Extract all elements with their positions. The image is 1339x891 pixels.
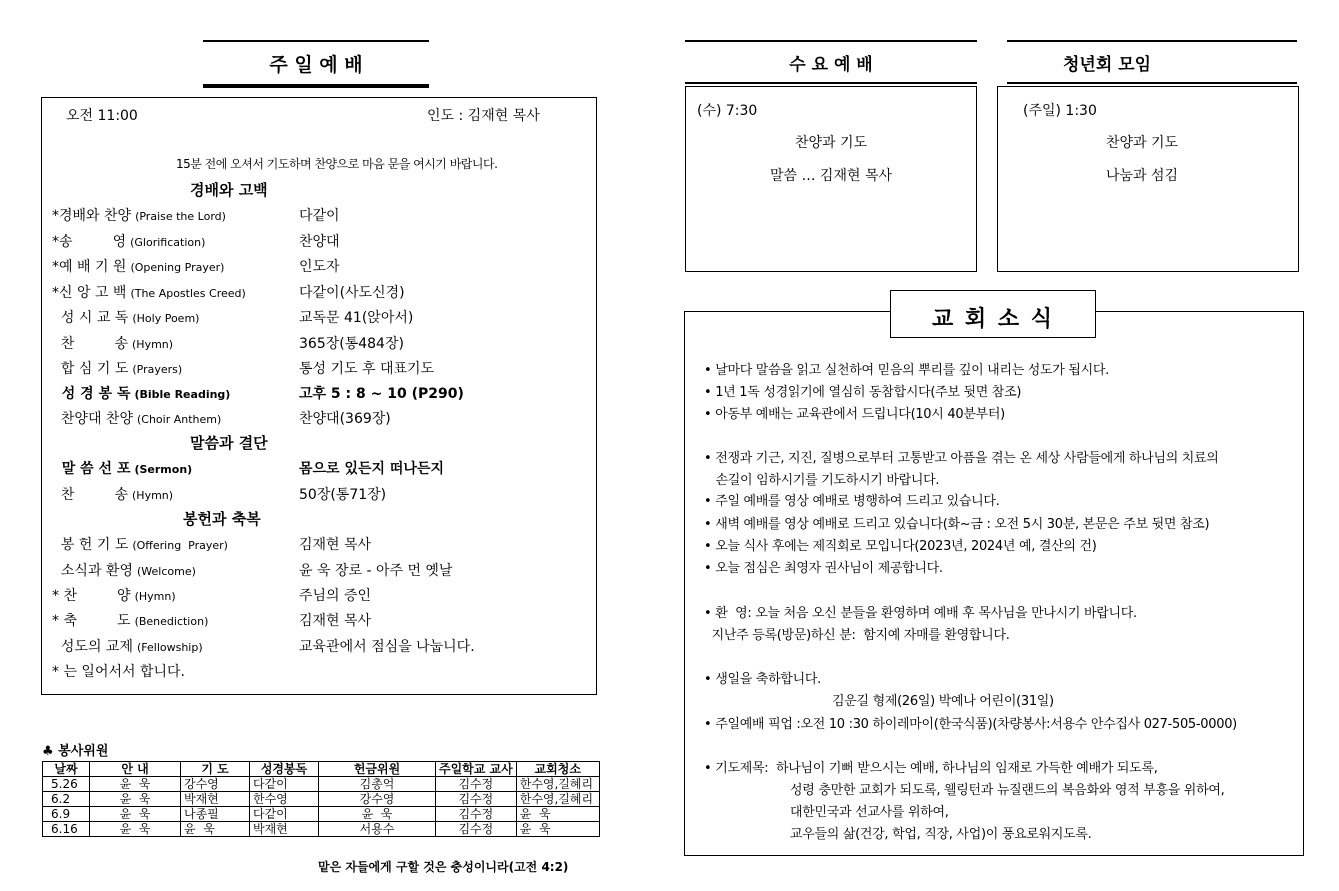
news-item: 지난주 등록(방문)하신 분: 함지예 자매를 환영합니다.	[704, 628, 1010, 643]
order-item-korean: 성도의 교제	[52, 639, 133, 655]
volunteers-cell: 다같이	[250, 807, 319, 822]
order-item-label	[52, 333, 173, 353]
news-item: • 날마다 말씀을 읽고 실천하여 믿음의 뿌리를 깊이 내리는 성도가 됩시다.	[704, 363, 1110, 378]
sunday-title-top-rule	[203, 40, 429, 42]
sunday-title: 주 일 예 배	[269, 54, 363, 76]
youth-title: 청년회 모임	[1062, 55, 1152, 75]
order-item-english: (The Apostles Creed)	[130, 287, 246, 300]
wednesday-time: (수) 7:30	[697, 103, 758, 119]
order-item-korean: * 찬 양	[52, 588, 131, 604]
sunday-leader: 인도 : 김재현 목사	[427, 108, 540, 124]
volunteers-header-cell: 성경봉독	[250, 762, 319, 777]
youth-time: (주일) 1:30	[1023, 103, 1097, 119]
volunteers-cell: 윤 욱	[181, 822, 250, 837]
order-item-person: 인도자	[299, 259, 340, 275]
order-item-label	[52, 307, 199, 327]
volunteers-header-cell: 날짜	[43, 762, 90, 777]
order-item-korean: 찬양대 찬양	[52, 411, 133, 427]
order-item-label	[52, 205, 226, 225]
volunteers-cell: 김수정	[436, 777, 517, 792]
news-item: • 오늘 점심은 최영자 권사님이 제공합니다.	[704, 561, 943, 576]
volunteers-cell: 6.2	[43, 792, 90, 807]
order-item-english: (Hymn)	[134, 590, 176, 603]
order-item-korean: 찬 송	[52, 336, 129, 352]
volunteers-cell: 윤 욱	[90, 777, 181, 792]
volunteers-cell: 김수정	[436, 822, 517, 837]
order-item-english: (Sermon)	[134, 463, 193, 476]
order-item-person: 찬양대(369장)	[299, 411, 391, 427]
news-item: 교우들의 삶(건강, 학업, 직장, 사업)이 풍요로워지도록.	[790, 827, 1092, 842]
order-item-korean: 성 시 교 독	[52, 310, 129, 326]
volunteers-verse: 맡은 자들에게 구할 것은 충성이니라(고전 4:2)	[318, 860, 569, 874]
section-word-decision: 말씀과 결단	[190, 434, 268, 452]
volunteers-cell: 5.26	[43, 777, 90, 792]
order-item-person: 김재현 목사	[299, 537, 372, 553]
order-item-english: (Bible Reading)	[134, 388, 231, 401]
volunteers-cell: 윤 욱	[516, 807, 599, 822]
order-item-english: (Benediction)	[134, 615, 209, 628]
volunteers-cell: 한수영,길혜리	[516, 792, 599, 807]
order-item-label	[52, 282, 246, 302]
order-item-korean: *신 앙 고 백	[52, 285, 127, 301]
order-item-label	[52, 610, 208, 630]
order-item-label	[52, 256, 224, 276]
volunteers-cell: 김수정	[436, 807, 517, 822]
volunteers-cell: 윤 욱	[516, 822, 599, 837]
wednesday-title-bottom-rule	[685, 82, 977, 84]
volunteers-header-cell: 기 도	[181, 762, 250, 777]
order-item-korean: * 축 도	[52, 613, 131, 629]
order-item-english: (Hymn)	[132, 338, 174, 351]
order-item-korean: 성 경 봉 독	[52, 386, 131, 402]
volunteers-title: ♣ 봉사위원	[42, 744, 109, 759]
news-title: 교 회 소 식	[932, 307, 1054, 332]
order-item-person: 교독문 41(앉아서)	[299, 310, 414, 326]
order-item-english: (Praise the Lord)	[135, 210, 226, 223]
order-item-english: (Offering Prayer)	[132, 539, 228, 552]
order-item-label	[52, 636, 203, 656]
volunteers-cell: 6.9	[43, 807, 90, 822]
section-offering-blessing: 봉헌과 축복	[183, 510, 261, 528]
news-item: 대한민국과 선교사를 위하여,	[790, 805, 949, 820]
volunteers-cell: 윤 욱	[90, 807, 181, 822]
order-item-korean: 소식과 환영	[52, 563, 133, 579]
volunteers-table	[42, 761, 600, 837]
order-item-label	[52, 458, 192, 478]
wednesday-line2: 말씀 … 김재현 목사	[769, 168, 893, 184]
order-item-person: 주님의 증인	[299, 588, 372, 604]
order-item-label	[52, 484, 173, 504]
wednesday-line1: 찬양과 기도	[794, 135, 868, 151]
sunday-title-bottom-rule	[203, 84, 429, 88]
order-item-english: (Opening Prayer)	[130, 261, 225, 274]
volunteers-cell: 윤 욱	[90, 792, 181, 807]
table-row	[43, 807, 600, 822]
sunday-time: 오전 11:00	[66, 108, 138, 124]
order-item-label	[52, 231, 205, 251]
youth-title-top-rule	[1007, 40, 1297, 42]
volunteers-cell: 박재현	[250, 822, 319, 837]
volunteers-cell: 서용수	[319, 822, 436, 837]
order-item-person: 찬양대	[299, 234, 340, 250]
volunteers-cell: 나종필	[181, 807, 250, 822]
news-item: 김운길 형제(26일) 박예나 어린이(31일)	[832, 694, 1054, 709]
youth-title-bottom-rule	[1007, 82, 1297, 84]
volunteers-cell: 김수정	[436, 792, 517, 807]
news-item: • 환 영: 오늘 처음 오신 분들을 환영하며 예배 후 목사님을 만나시기 바랍니다.	[704, 606, 1137, 621]
order-item-person: 다같이	[299, 208, 340, 224]
order-item-korean: 봉 헌 기 도	[52, 537, 129, 553]
order-item-person: 50장(통71장)	[299, 487, 387, 503]
news-item: • 주일예배 픽업 :오전 10 :30 하이레마이(한국식품)(차량봉사:서용수 안수집사 027-505-0000)	[704, 717, 1237, 732]
news-item: • 1년 1독 성경읽기에 열심히 동참합시다(주보 뒷면 참조)	[704, 385, 1022, 400]
order-item-person: 교육관에서 점심을 나눕니다.	[299, 639, 475, 655]
news-item: • 아동부 예배는 교육관에서 드립니다(10시 40분부터)	[704, 407, 1005, 422]
order-item-korean: *예 배 기 원	[52, 259, 127, 275]
order-item-label	[52, 358, 182, 378]
order-item-english: (Welcome)	[136, 565, 196, 578]
order-item-korean: 합 심 기 도	[52, 361, 129, 377]
volunteers-cell: 윤 욱	[319, 807, 436, 822]
order-item-english: (Fellowship)	[136, 641, 203, 654]
order-item-label	[52, 534, 228, 554]
news-item: 성령 충만한 교회가 되도록, 웰링턴과 뉴질랜드의 복음화와 영적 부흥을 위하여,	[790, 783, 1225, 798]
volunteers-cell: 박재현	[181, 792, 250, 807]
volunteers-cell: 한수영,길혜리	[516, 777, 599, 792]
section-worship-confession: 경배와 고백	[190, 181, 268, 199]
youth-line2: 나눔과 섬김	[1105, 168, 1179, 184]
news-item: 손길이 임하시기를 기도하시기 바랍니다.	[704, 473, 940, 488]
order-item-label	[52, 585, 176, 605]
order-item-person: 김재현 목사	[299, 613, 372, 629]
table-row	[43, 792, 600, 807]
news-item: • 주일 예배를 영상 예배로 병행하여 드리고 있습니다.	[704, 494, 1000, 509]
news-item: • 오늘 식사 후에는 제직회로 모입니다(2023년, 2024년 예, 결산의 건)	[704, 539, 1097, 554]
order-item-korean: *경배와 찬양	[52, 208, 132, 224]
youth-line1: 찬양과 기도	[1105, 135, 1179, 151]
order-item-label	[52, 560, 196, 580]
order-item-korean: 말 씀 선 포	[52, 461, 131, 477]
volunteers-cell: 윤 욱	[90, 822, 181, 837]
order-item-person: 다같이(사도신경)	[299, 285, 405, 301]
volunteers-header-cell: 주일학교 교사	[436, 762, 517, 777]
news-item: • 새벽 예배를 영상 예배로 드리고 있습니다(화~금 : 오전 5시 30분, 본문은 주보 뒷면 참조)	[704, 517, 1210, 532]
order-item-english: (Choir Anthem)	[136, 413, 222, 426]
table-row	[43, 777, 600, 792]
volunteers-cell: 6.16	[43, 822, 90, 837]
news-item: • 생일을 축하합니다.	[704, 672, 821, 687]
order-item-person: 365장(통484장)	[299, 336, 404, 352]
order-item-person: 고후 5 : 8 ~ 10 (P290)	[299, 386, 464, 402]
order-item-label	[52, 408, 221, 428]
order-item-person: 통성 기도 후 대표기도	[299, 361, 435, 377]
volunteers-header-cell: 헌금위원	[319, 762, 436, 777]
order-item-person: 몸으로 있든지 떠나든지	[299, 461, 444, 477]
news-item: • 기도제목: 하나님이 기뻐 받으시는 예배, 하나님의 임재로 가득한 예배가 되도록,	[704, 761, 1158, 776]
volunteers-cell: 강수영	[181, 777, 250, 792]
news-item: • 전쟁과 기근, 지진, 질병으로부터 고통받고 아픔을 겪는 온 세상 사람들에게 하나님의 치료의	[704, 451, 1219, 466]
order-item-english: (Prayers)	[132, 363, 183, 376]
order-item-english: (Glorification)	[130, 236, 206, 249]
order-item-person: 윤 욱 장로 - 아주 먼 옛날	[299, 563, 453, 579]
order-item-english: (Hymn)	[132, 489, 174, 502]
wednesday-title: 수 요 예 배	[789, 55, 873, 75]
table-row	[43, 822, 600, 837]
order-item-korean: *송 영	[52, 234, 127, 250]
volunteers-cell: 강수영	[319, 792, 436, 807]
order-item-label	[52, 383, 230, 403]
volunteers-header-cell: 교회청소	[516, 762, 599, 777]
volunteers-header-cell: 안 내	[90, 762, 181, 777]
sunday-footnote: * 는 일어서서 합니다.	[52, 664, 185, 680]
volunteers-cell: 김총억	[319, 777, 436, 792]
sunday-notice: 15분 전에 오셔서 기도하며 찬양으로 마음 문을 여시기 바랍니다.	[176, 157, 498, 171]
order-item-korean: 찬 송	[52, 487, 129, 503]
wednesday-title-top-rule	[685, 40, 977, 42]
order-item-english: (Holy Poem)	[132, 312, 200, 325]
volunteers-cell: 한수영	[250, 792, 319, 807]
volunteers-cell: 다같이	[250, 777, 319, 792]
